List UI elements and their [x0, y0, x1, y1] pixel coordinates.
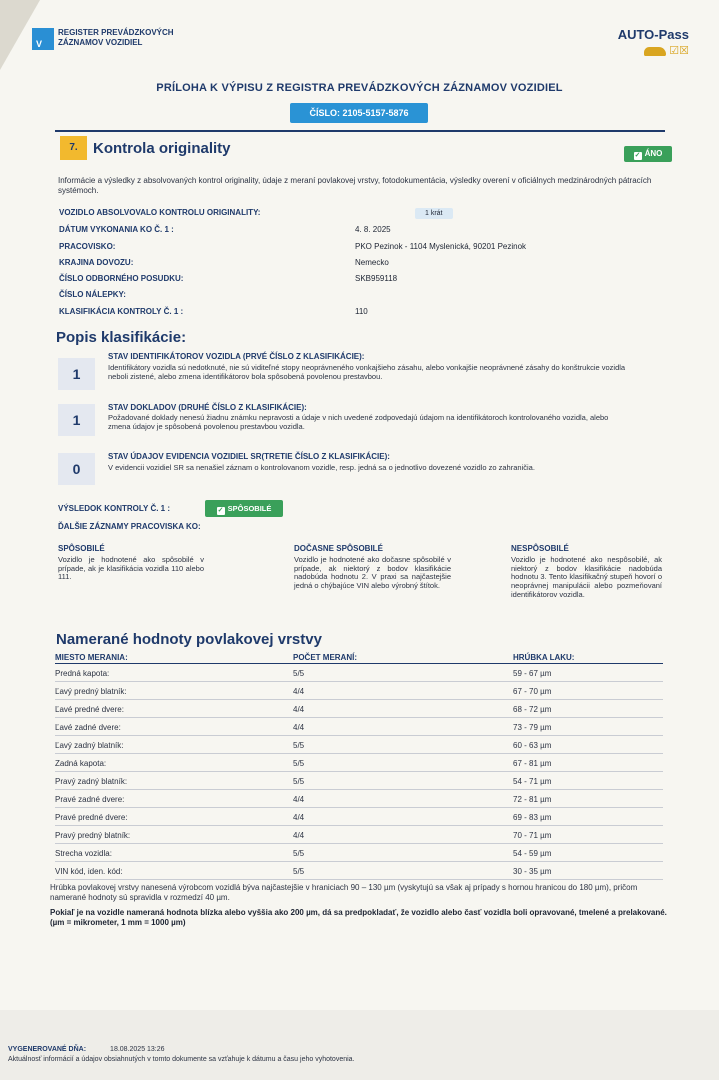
registry-name-line1: REGISTER PREVÁDZKOVÝCH — [58, 28, 174, 37]
cell-thickness: 73 - 79 µm — [513, 723, 552, 732]
detail-value: SKB959118 — [355, 274, 398, 283]
check-icon: ✓ — [217, 507, 224, 514]
registry-logo-icon: V — [32, 28, 54, 50]
registry-name-line2: ZÁZNAMOV VOZIDIEL — [58, 38, 143, 47]
measurements-heading: Namerané hodnoty povlakovej vrstvy — [56, 631, 322, 648]
cell-place: Ľavý zadný blatník: — [55, 741, 124, 750]
table-header-count: POČET MERANÍ: — [293, 653, 357, 662]
classification-desc: Požadované doklady nenesú žiadnu známku nepravosti a údaje v nich uvedené zodpovedajú údajom na identifikátoroch kontrolovaného vozidla, alebo zmena údajov je spôsobená povolenou prestavbou vozidla. — [108, 413, 609, 431]
cell-place: Ľavé predné dvere: — [55, 705, 124, 714]
column-title-nesposobile: NESPÔSOBILÉ — [511, 544, 569, 553]
column-text-sposobile: Vozidlo je hodnotené ako spôsobilé v prípade, ak je klasifikácia vozidla 110 alebo 111. — [58, 555, 204, 582]
table-row — [55, 826, 663, 844]
detail-value: 110 — [355, 307, 368, 316]
table-row — [55, 736, 663, 754]
inspection-count-tag: 1 krát — [415, 208, 453, 219]
cell-thickness: 60 - 63 µm — [513, 741, 552, 750]
classification-title: STAV ÚDAJOV EVIDENCIA VOZIDIEL SR(TRETIE ČÍSLO Z KLASIFIKÁCIE): — [108, 452, 390, 461]
cell-place: Pravé predné dvere: — [55, 813, 128, 822]
section-status-badge — [624, 146, 672, 162]
result-badge — [205, 500, 283, 517]
page-bottom-band — [0, 1010, 719, 1080]
table-row — [55, 772, 663, 790]
cell-thickness: 30 - 35 µm — [513, 867, 552, 876]
detail-key: VOZIDLO ABSOLVOVALO KONTROLU ORIGINALITY: — [59, 208, 261, 217]
table-row — [55, 862, 663, 880]
classification-digit: 1 — [58, 404, 95, 436]
detail-row — [59, 274, 669, 283]
detail-key: KRAJINA DOVOZU: — [59, 258, 134, 267]
cell-place: Strecha vozidla: — [55, 849, 112, 858]
table-row — [55, 754, 663, 772]
table-row — [55, 718, 663, 736]
detail-value: PKO Pezinok - 1104 Myslenická, 90201 Pezinok — [355, 242, 527, 251]
table-row — [55, 808, 663, 826]
cell-place: Ľavé zadné dvere: — [55, 723, 121, 732]
cell-count: 5/5 — [293, 669, 305, 678]
cell-thickness: 69 - 83 µm — [513, 813, 552, 822]
cell-thickness: 72 - 81 µm — [513, 795, 552, 804]
detail-key: ČÍSLO ODBORNÉHO POSUDKU: — [59, 274, 184, 283]
other-records-label: ĎALŠIE ZÁZNAMY PRACOVISKA KO: — [58, 522, 201, 531]
cell-count: 4/4 — [293, 813, 305, 822]
classification-desc: V evidencii vozidiel SR sa nenašiel záznam o kontrolovanom vozidle, resp. jedná sa o jednotlivo dovezené vozidlo zo zahraničia. — [108, 463, 535, 472]
detail-row — [59, 307, 669, 316]
section-number: 7. — [60, 136, 87, 160]
classification-title: STAV DOKLADOV (DRUHÉ ČÍSLO Z KLASIFIKÁCIE): — [108, 403, 307, 412]
table-row — [55, 664, 663, 682]
cell-place: Pravý predný blatník: — [55, 831, 131, 840]
section-status-label: ÁNO — [644, 149, 663, 158]
column-text-nesposobile: Vozidlo je hodnotené ako nespôsobilé, ak niektorý z bodov klasifikácie nadobúda hodnotu 3. Tento klasifikačný stupeň hovorí o neoprávnej manipulácii alebo pozmeňovaní identifikátorov vozidla. — [511, 555, 662, 599]
section-title: Kontrola originality — [93, 140, 231, 157]
cell-count: 5/5 — [293, 777, 305, 786]
section-divider — [55, 130, 665, 132]
cell-count: 4/4 — [293, 687, 305, 696]
cell-count: 5/5 — [293, 759, 305, 768]
result-label: VÝSLEDOK KONTROLY Č. 1 : — [58, 504, 171, 513]
cell-place: Predná kapota: — [55, 669, 110, 678]
classification-title: STAV IDENTIFIKÁTOROV VOZIDLA (PRVÉ ČÍSLO Z KLASIFIKÁCIE): — [108, 352, 365, 361]
cell-count: 4/4 — [293, 795, 305, 804]
classification-desc: Identifikátory vozidla sú nedotknuté, nie sú viditeľné stopy neoprávneného vonkajšieho zásahu, alebo vonkajšie neoprávnené zásahy do konštrukcie vozidla neboli zistené, alebo zmena identifikátorov bola spôsobená povolenou prestavbou. — [108, 363, 626, 381]
cell-place: VIN kód, iden. kód: — [55, 867, 123, 876]
detail-row — [59, 258, 669, 267]
table-row — [55, 790, 663, 808]
footer-note: Aktuálnosť informácií a údajov obsiahnutých v tomto dokumente sa vzťahuje k dátumu a času jeho vyhotovenia. — [8, 1056, 355, 1063]
document-number-badge: ČÍSLO: 2105-5157-5876 — [290, 103, 428, 123]
table-header-place: MIESTO MERANIA: — [55, 653, 128, 662]
detail-row — [59, 225, 669, 234]
coating-note: Hrúbka povlakovej vrstvy nanesená výrobcom vozidlá býva najčastejšie v hraniciach 90 – 130 µm (vyskytujú sa však aj prípady s hornou hranicou do 180 µm), pričom namerané hodnoty sú spravidla v rozmedzí 40 µm. — [50, 883, 638, 902]
detail-key: DÁTUM VYKONANIA KO Č. 1 : — [59, 225, 174, 234]
cell-thickness: 70 - 71 µm — [513, 831, 552, 840]
registry-logo — [32, 28, 174, 50]
cell-thickness: 68 - 72 µm — [513, 705, 552, 714]
detail-row — [59, 290, 669, 299]
column-title-sposobile: SPÔSOBILÉ — [58, 544, 105, 553]
brand-car-check-icon: ☑☒ — [618, 44, 689, 57]
cell-place: Zadná kapota: — [55, 759, 107, 768]
table-header-thickness: HRÚBKA LAKU: — [513, 653, 575, 662]
detail-row — [59, 208, 669, 219]
detail-key: KLASIFIKÁCIA KONTROLY Č. 1 : — [59, 307, 184, 316]
cell-place: Ľavý predný blatník: — [55, 687, 127, 696]
cell-thickness: 54 - 71 µm — [513, 777, 552, 786]
cell-count: 5/5 — [293, 849, 305, 858]
classification-digit: 1 — [58, 358, 95, 390]
cell-place: Pravé zadné dvere: — [55, 795, 125, 804]
cell-thickness: 54 - 59 µm — [513, 849, 552, 858]
cell-place: Pravý zadný blatník: — [55, 777, 128, 786]
detail-key: PRACOVISKO: — [59, 242, 116, 251]
detail-value: Nemecko — [355, 258, 389, 267]
brand-name: AUTO-Pass — [617, 27, 689, 42]
cell-count: 4/4 — [293, 831, 305, 840]
result-badge-label: SPÔSOBILÉ — [227, 504, 272, 513]
check-icon: ✓ — [634, 152, 641, 159]
document-title: PRÍLOHA K VÝPISU Z REGISTRA PREVÁDZKOVÝCH ZÁZNAMOV VOZIDIEL — [156, 82, 563, 94]
coating-warning: Pokiaľ je na vozidle nameraná hodnota blízka alebo vyššia ako 200 µm, dá sa predpokladať, že vozidlo alebo časť vozidla boli opravované, tmelené a prelakované. (µm = mikrometer, 1 mm = 1000 µm) — [50, 908, 667, 927]
detail-key: ČÍSLO NÁLEPKY: — [59, 290, 126, 299]
cell-thickness: 59 - 67 µm — [513, 669, 552, 678]
table-row — [55, 844, 663, 862]
cell-count: 4/4 — [293, 705, 305, 714]
generated-info — [8, 1046, 165, 1053]
classification-digit: 0 — [58, 453, 95, 485]
detail-value: 4. 8. 2025 — [355, 225, 391, 234]
cell-thickness: 67 - 70 µm — [513, 687, 552, 696]
generated-value: 18.08.2025 13:26 — [110, 1046, 165, 1053]
column-text-docasne: Vozidlo je hodnotené ako dočasne spôsobilé v prípade, ak niektorý z bodov klasifikácie nadobúda hodnotu 2. V praxi sa najčastejšie jedná o chýbajúce VIN alebo výrobný štítok. — [294, 555, 451, 591]
brand-logo — [618, 27, 689, 57]
cell-count: 5/5 — [293, 867, 305, 876]
table-row — [55, 682, 663, 700]
cell-count: 4/4 — [293, 723, 305, 732]
cell-count: 5/5 — [293, 741, 305, 750]
generated-label: VYGENEROVANÉ DŇA: — [8, 1046, 87, 1053]
classification-heading: Popis klasifikácie: — [56, 329, 187, 346]
detail-row — [59, 242, 669, 251]
table-row — [55, 700, 663, 718]
cell-thickness: 67 - 81 µm — [513, 759, 552, 768]
section-intro: Informácie a výsledky z absolvovaných kontrol originality, údaje z meraní povlakovej vrstvy, fotodokumentácia, výsledky overení v oficiálnych medzinárodných pátracích systémoch. — [58, 176, 652, 195]
column-title-docasne: DOČASNE SPÔSOBILÉ — [294, 544, 383, 553]
